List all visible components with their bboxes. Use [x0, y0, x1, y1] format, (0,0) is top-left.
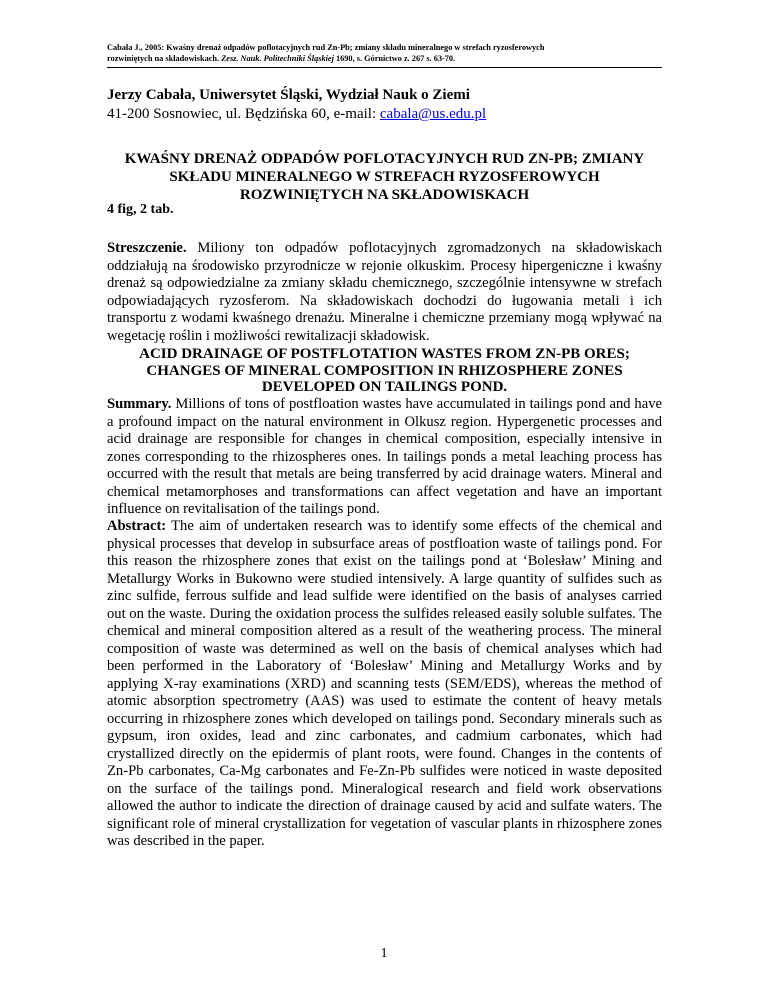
- streszczenie-paragraph: [107, 240, 662, 345]
- abstract-text: The aim of undertaken research was to identify some effects of the chemical and physical processes that develop in subsurface areas of postfloation waste of tailings pond. For this reason the rhizosphere zones that exist on the tailings pond at ‘Bolesław’ Mining and Metallurgy Works in Bukowno were studied intensively. A large quantity of sulfides such as zinc sulfide, ferrous sulfide and lead sulfide were identified on the basis of analyses carried out on the waste. During the oxidation process the sulfides released easily soluble sulfates. The chemical and mineral composition altered as a result of the weathering process. The mineral composition of waste was determined as well on the basis of chemical analyses which had been performed in the Laboratory of ‘Bolesław’ Mining and Metallurgy Works and by applying X-ray examinations (XRD) and scanning tests (SEM/EDS), whereas the method of atomic absorption spectrometry (AAS) was used to estimate the content of heavy metals occurring in rhizosphere zones which developed on tailings pond. Secondary minerals such as gypsum, iron oxides, lead and zinc carbonates, and cadmium carbonates, which had crystallized directly on the epidermis of plant roots, were found. Changes in the contents of Zn-Pb carbonates, Ca-Mg carbonates and Fe-Zn-Pb sulfides were noticed in waste deposited on the surface of the tailings pond. Mineralogical research and field work observations allowed the author to indicate the direction of drainage caused by acid and sulfate waters. The significant role of mineral crystallization for vegetation of vascular plants in rhizosphere zones was described in the paper.: [107, 518, 662, 849]
- header-line-1: Cabała J., 2005: Kwaśny drenaż odpadów poflotacyjnych rud Zn-Pb; zmiany składu mineralnego w strefach ryzosferowych: [107, 43, 545, 52]
- header-pages: 1690, s. Górnictwo z. 267 s. 63-70.: [333, 54, 456, 63]
- summary-text: Millions of tons of postfloation wastes have accumulated in tailings pond and have a profound impact on the natural environment in Olkusz region. Hypergenetic processes and acid drainage are responsible for changes in chemical composition, especially intensive in zones corresponding to the rhizospheres ones. In tailings ponds a metal leaching process has occurred with the result that metals are being transferred by acid drainage waters. Mineral and chemical metamorphoses and transformations can affect vegetation and have an important influence on revitalisation of the tailings pond.: [107, 396, 662, 517]
- header-citation: rozwiniętych na składowiskach.: [107, 54, 222, 63]
- header-journal: Zesz. Nauk. Politechniki Śląskiej: [221, 54, 334, 63]
- abstract-paragraph: [107, 518, 662, 851]
- author-name: Jerzy Cabała, Uniwersytet Śląski, Wydział Nauk o Ziemi: [107, 87, 470, 103]
- streszczenie-label: Streszczenie.: [107, 240, 187, 256]
- summary-paragraph: [107, 396, 662, 519]
- author-block: [107, 86, 662, 124]
- title-english: ACID DRAINAGE OF POSTFLOTATION WASTES FROM ZN-PB ORES; CHANGES OF MINERAL COMPOSITION IN RHIZOSPHERE ZONES DEVELOPED ON TAILINGS POND.: [139, 346, 630, 395]
- page-number: 1: [380, 946, 388, 961]
- summary-label: Summary.: [107, 396, 172, 412]
- author-address: 41-200 Sosnowiec, ul. Będzińska 60, e-mail: cabala@us.edu.pl: [107, 106, 487, 122]
- email-link[interactable]: cabala@us.edu.pl: [379, 106, 487, 122]
- header-line-2: [107, 53, 662, 64]
- title-polish: KWAŚNY DRENAŻ ODPADÓW POFLOTACYJNYCH RUD ZN-PB; ZMIANY SKŁADU MINERALNEGO W STREFACH RYZOSFEROWYCH ROZWINIĘTYCH NA SKŁADOWISKACH: [124, 151, 645, 203]
- streszczenie-text: Miliony ton odpadów poflotacyjnych zgromadzonych na składowiskach oddziałują na środowisko przyrodnicze w rejonie olkuskim. Procesy hipergeniczne i kwaśny drenaż są odpowiedzialne za zmiany składu chemicznego, szczególnie intensywne w strefach odpowiadających ryzosferom. Na składowiskach dochodzi do ługowania metali i ich transportu z wodami kwaśnego drenażu. Mineralne i chemiczne przemiany mogą wpływać na wegetację roślin i możliwości rewitalizacji składowisk.: [107, 240, 662, 344]
- figures-tables-count: 4 fig, 2 tab.: [107, 202, 174, 217]
- running-header: [107, 42, 662, 68]
- abstract-label: Abstract:: [107, 518, 167, 534]
